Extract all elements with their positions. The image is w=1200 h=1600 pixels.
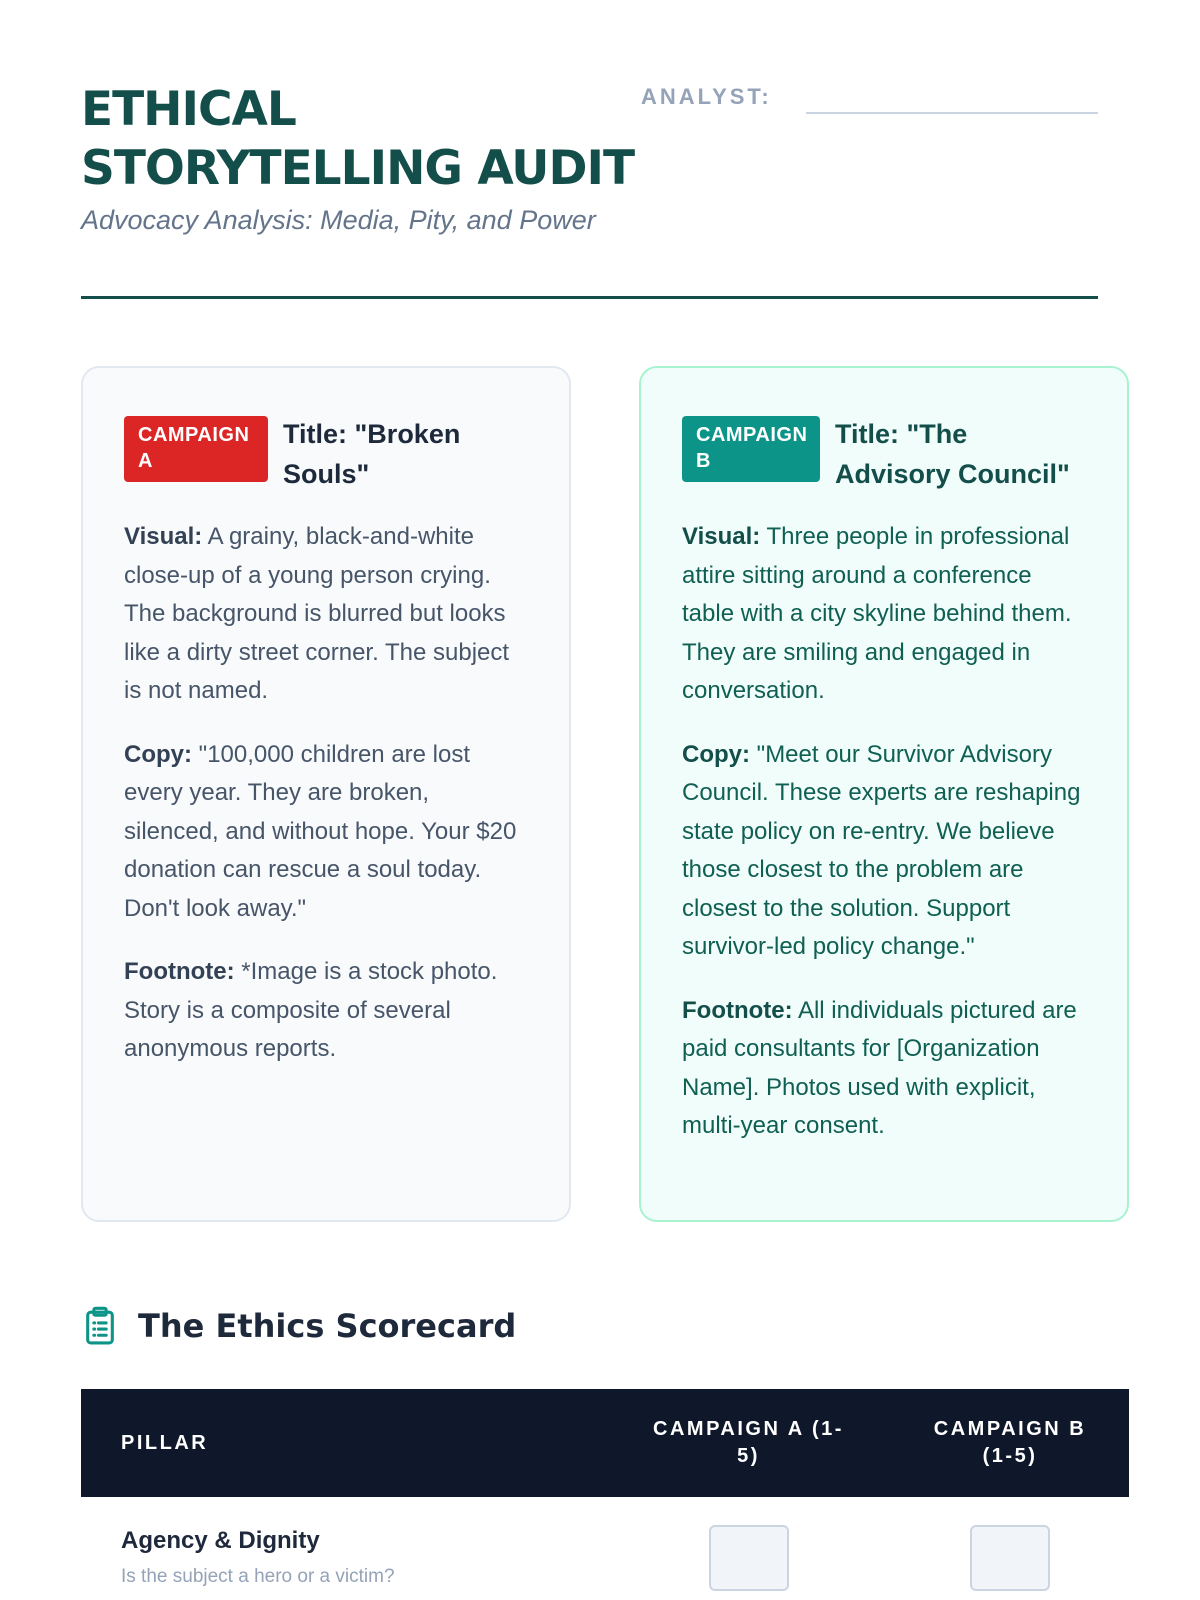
pillar-question: Is the subject a hero or a victim?	[121, 1566, 395, 1587]
page-title: ETHICAL STORYTELLING AUDIT	[81, 82, 634, 196]
campaign-a-header	[124, 414, 529, 494]
analyst-field-line[interactable]	[806, 112, 1098, 114]
page-header	[81, 0, 1098, 299]
campaign-a-badge: CAMPAIGN A	[124, 416, 268, 482]
copy-label: Copy:	[682, 740, 750, 768]
clipboard-icon	[81, 1306, 119, 1346]
campaign-a-copy	[124, 736, 529, 929]
visual-label: Visual:	[124, 523, 203, 550]
pillar-cell	[81, 1497, 606, 1596]
score-cell-campaign-b	[891, 1497, 1129, 1596]
campaign-a-footnote	[124, 953, 529, 1069]
table-header-row	[81, 1389, 1129, 1497]
page-subtitle: Advocacy Analysis: Media, Pity, and Power	[81, 205, 596, 235]
campaign-b-card	[639, 366, 1129, 1222]
score-cell-campaign-a	[606, 1497, 891, 1596]
footnote-text: All individuals pictured are paid consultants for [Organization Name]. Photos used with explicit, multi-year consent.	[682, 996, 1077, 1139]
campaign-b-badge: CAMPAIGN B	[682, 416, 820, 482]
scorecard-table	[81, 1389, 1129, 1596]
column-header-pillar: PILLAR	[121, 1431, 209, 1454]
score-input-campaign-a[interactable]	[709, 1525, 789, 1591]
copy-text: "100,000 children are lost every year. They are broken, silenced, and without hope. Your $20 donation can rescue a soul today. Don't look away."	[124, 740, 517, 922]
campaign-b-footnote	[682, 992, 1087, 1146]
visual-text: A grainy, black-and-white close-up of a young person crying. The background is blurred but looks like a dirty street corner. The subject is not named.	[124, 523, 510, 704]
campaign-b-visual	[682, 518, 1087, 711]
copy-label: Copy:	[124, 740, 192, 768]
campaign-b-title: Title: "The Advisory Council"	[835, 419, 1070, 489]
footnote-text: *Image is a stock photo. Story is a composite of several anonymous reports.	[124, 958, 498, 1062]
analyst-label: ANALYST:	[641, 84, 772, 109]
footnote-label: Footnote:	[124, 958, 235, 985]
campaign-b-header	[682, 414, 1087, 494]
visual-text: Three people in professional attire sitting around a conference table with a city skyline behind them. They are smiling and engaged in conversation.	[682, 523, 1072, 704]
campaign-a-title: Title: "Broken Souls"	[283, 419, 461, 489]
table-row	[81, 1497, 1129, 1596]
campaign-a-card	[81, 366, 571, 1222]
scorecard-title: The Ethics Scorecard	[138, 1307, 517, 1345]
visual-label: Visual:	[682, 523, 761, 550]
campaign-a-visual	[124, 518, 529, 711]
campaign-cards	[81, 366, 1129, 1222]
scorecard-heading	[81, 1306, 516, 1346]
campaign-b-copy	[682, 736, 1087, 967]
score-input-campaign-b[interactable]	[970, 1525, 1050, 1591]
column-header-campaign-a: CAMPAIGN A (1-5)	[653, 1418, 844, 1467]
column-header-campaign-b: CAMPAIGN B (1-5)	[933, 1418, 1087, 1467]
pillar-name: Agency & Dignity	[121, 1527, 320, 1554]
copy-text: "Meet our Survivor Advisory Council. These experts are reshaping state policy on re-entry. We believe those closest to the problem are closest to the solution. Support survivor-led policy change."	[682, 740, 1081, 960]
footnote-label: Footnote:	[682, 996, 793, 1024]
